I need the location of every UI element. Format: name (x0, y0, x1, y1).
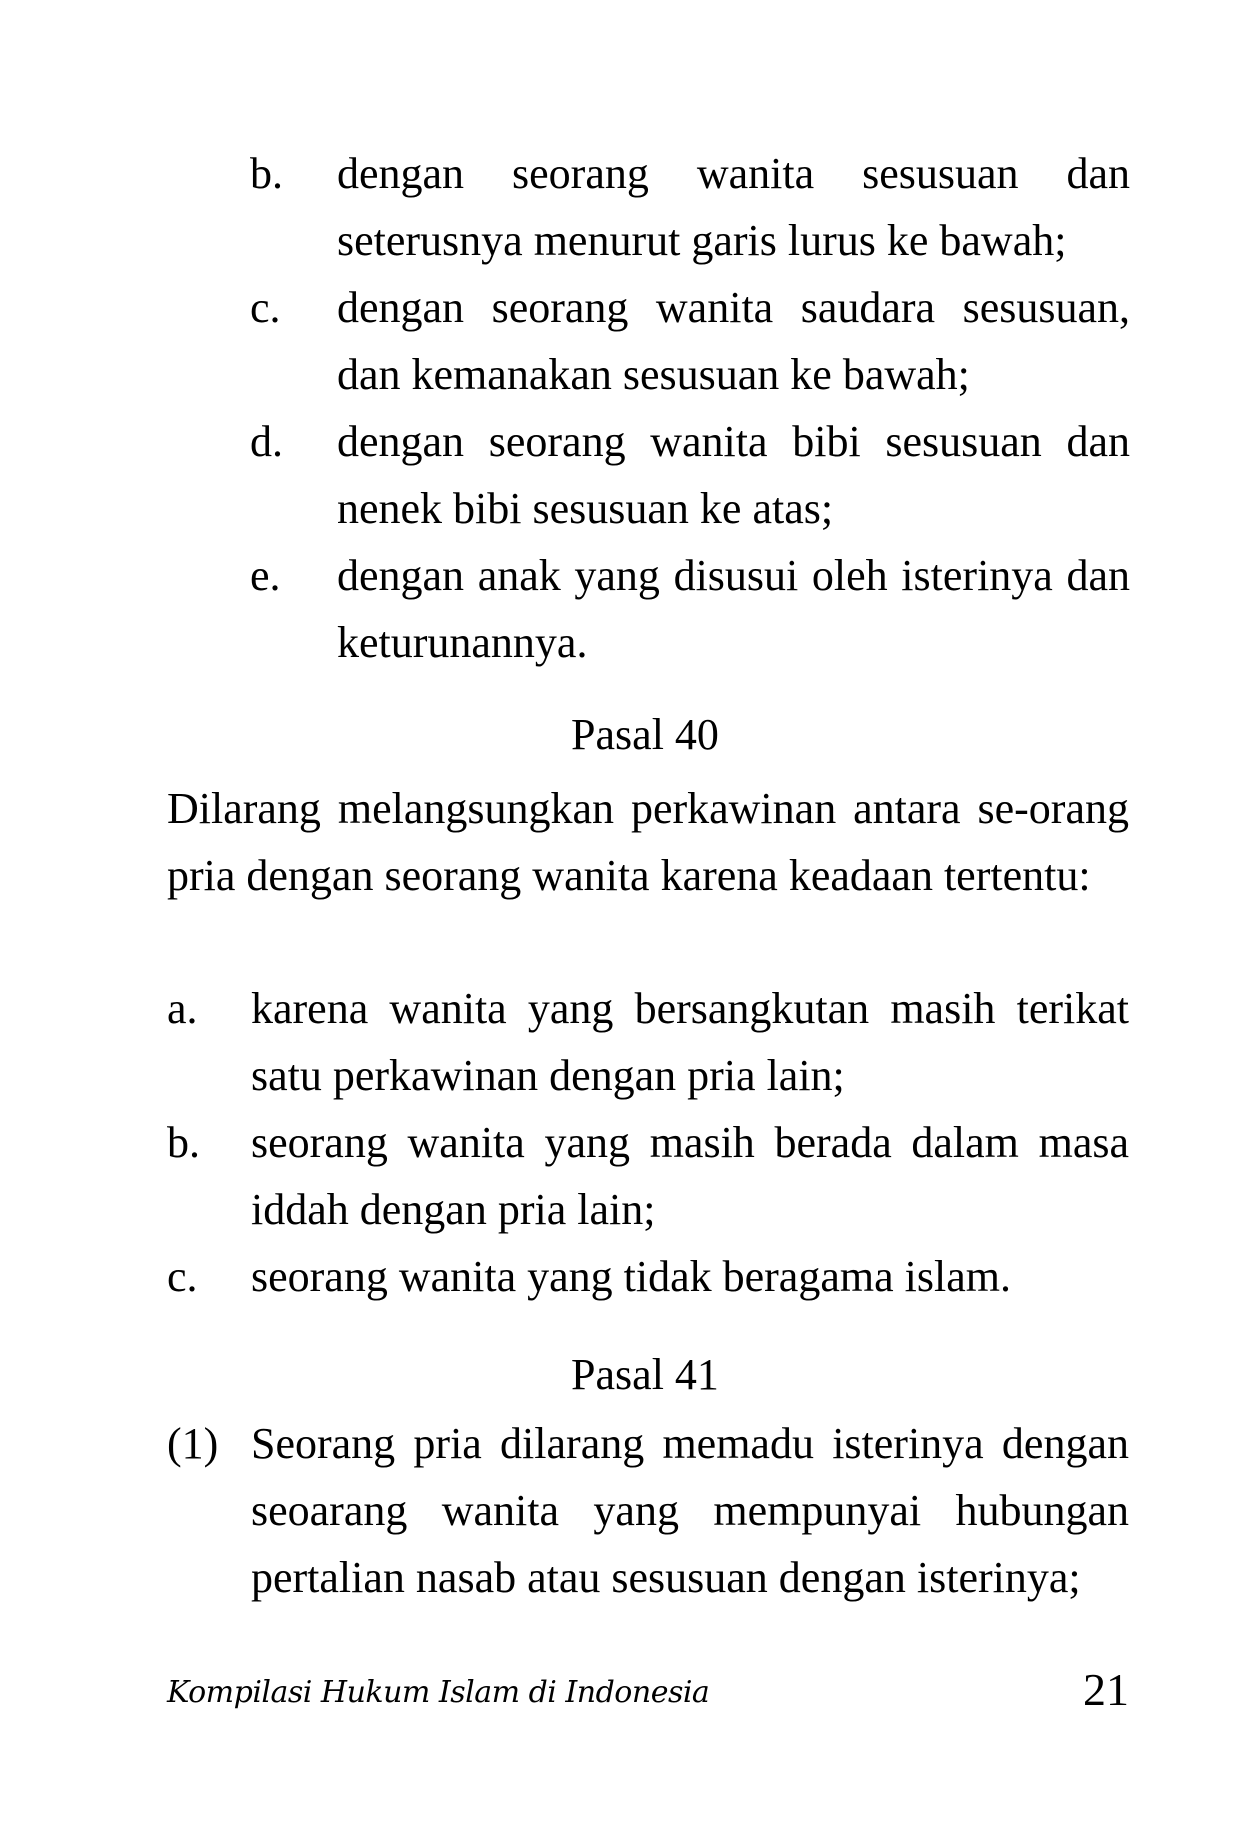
pasal-40-heading: Pasal 40 (571, 710, 719, 759)
list-item-text: dengan seorang wanita saudara sesusuan, dan kemanakan sesusuan ke bawah; (337, 283, 1130, 399)
list-item-text: dengan seorang wanita sesusuan dan seterusnya menurut garis lurus ke bawah; (337, 149, 1130, 265)
list-item (167, 975, 1129, 1109)
list-marker: b. (167, 1118, 200, 1167)
list-item-text: dengan anak yang disusui oleh isterinya dan keturunannya. (337, 551, 1130, 667)
pasal-41-heading: Pasal 41 (571, 1350, 719, 1399)
continued-list (250, 140, 1130, 676)
list-marker: c. (167, 1252, 198, 1301)
list-item-text: dengan seorang wanita bibi sesusuan dan nenek bibi sesusuan ke atas; (337, 417, 1130, 533)
list-marker: c. (250, 283, 281, 332)
list-marker: a. (167, 984, 198, 1033)
footer-book-title: Kompilasi Hukum Islam di Indonesia (167, 1675, 710, 1710)
page-number: 21 (1083, 1664, 1129, 1715)
list-marker: (1) (167, 1419, 219, 1468)
list-marker: d. (250, 417, 283, 466)
list-item-text: seorang wanita yang masih berada dalam masa iddah dengan pria lain; (251, 1118, 1129, 1234)
pasal-41-list (167, 1410, 1129, 1611)
list-item (167, 1243, 1129, 1310)
list-marker: e. (250, 551, 281, 600)
list-item-text: seorang wanita yang tidak beragama islam. (251, 1252, 1011, 1301)
list-item (250, 542, 1130, 676)
list-item (250, 408, 1130, 542)
list-marker: b. (250, 149, 283, 198)
list-item (250, 274, 1130, 408)
pasal-40-intro: Dilarang melangsungkan perkawinan antara se-orang pria dengan seorang wanita karena keadaan tertentu: (167, 784, 1129, 900)
list-item (167, 1109, 1129, 1243)
list-item-text: Seorang pria dilarang memadu isterinya dengan seoarang wanita yang mempunyai hubungan pertalian nasab atau sesusuan dengan isterinya; (251, 1419, 1129, 1602)
pasal-40-list (167, 975, 1129, 1310)
list-item (167, 1410, 1129, 1611)
list-item (250, 140, 1130, 274)
list-item-text: karena wanita yang bersangkutan masih terikat satu perkawinan dengan pria lain; (251, 984, 1129, 1100)
